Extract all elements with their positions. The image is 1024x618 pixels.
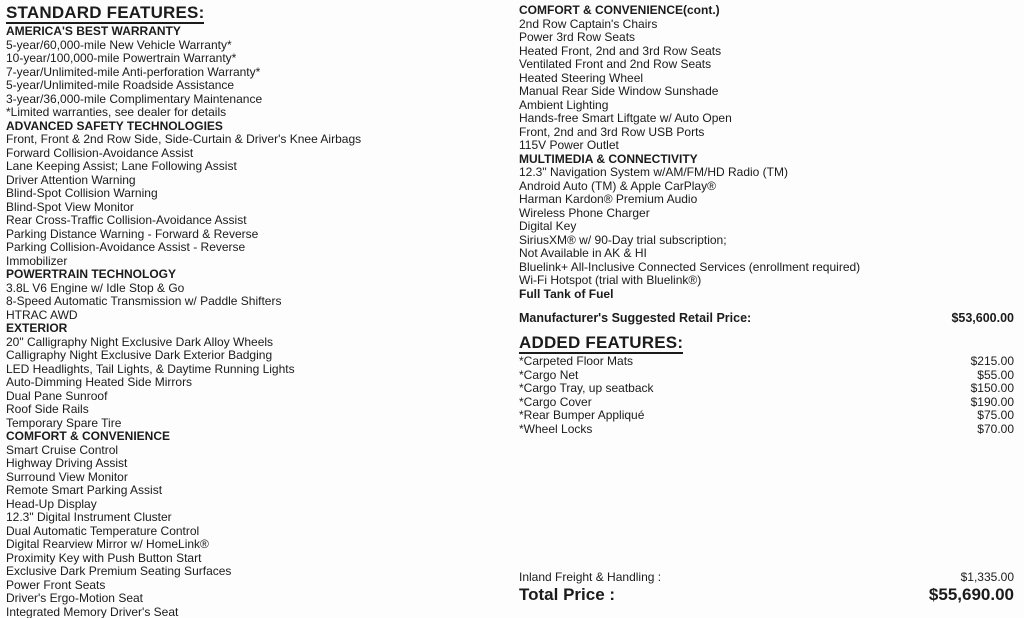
feature-item: Wi-Fi Hotspot (trial with Bluelink®) (519, 273, 702, 287)
feature-item: 10-year/100,000-mile Powertrain Warranty* (6, 51, 237, 65)
msrp-value: $53,600.00 (951, 311, 1014, 325)
feature-item: Immobilizer (6, 253, 68, 268)
feature-item: Front, Front & 2nd Row Side, Side-Curtain & Driver's Knee Airbags (6, 132, 362, 146)
feature-item: Forward Collision-Avoidance Assist (6, 145, 194, 160)
added-feature-price: $70.00 (977, 421, 1014, 436)
feature-item: Driver Attention Warning (6, 172, 136, 187)
feature-item: 5-year/Unlimited-mile Roadside Assistance (6, 78, 235, 92)
total-price-label: Total Price : (519, 585, 616, 604)
section-heading: POWERTRAIN TECHNOLOGY (6, 267, 176, 281)
feature-item: Harman Kardon® Premium Audio (519, 192, 698, 206)
feature-item: Temporary Spare Tire (6, 415, 122, 430)
standard-features-title: STANDARD FEATURES: (6, 3, 205, 22)
freight-value: $1,335.00 (960, 570, 1014, 584)
section-heading: EXTERIOR (6, 321, 68, 335)
feature-item: Wireless Phone Charger (519, 205, 650, 220)
feature-item: Android Auto (TM) & Apple CarPlay® (519, 178, 716, 193)
comfort-multimedia-list (519, 4, 1014, 301)
feature-item: Not Available in AK & HI (519, 246, 647, 260)
msrp-row (519, 311, 1014, 325)
added-feature-row (519, 355, 1014, 369)
feature-item: Dual Pane Sunroof (6, 388, 108, 403)
feature-item: Remote Smart Parking Assist (6, 483, 163, 497)
feature-item: Auto-Dimming Heated Side Mirrors (6, 375, 193, 389)
feature-item: Heated Front, 2nd and 3rd Row Seats (519, 43, 722, 58)
feature-item: Digital Rearview Mirror w/ HomeLink® (6, 537, 209, 551)
pricing-column (519, 4, 1014, 614)
feature-item: Head-Up Display (6, 496, 97, 511)
feature-item: 8-Speed Automatic Transmission w/ Paddle Shifters (6, 294, 282, 308)
feature-item: 3-year/36,000-mile Complimentary Maintenance (6, 91, 263, 106)
feature-item: 12.3" Digital Instrument Cluster (6, 510, 172, 524)
standard-features-list (6, 25, 511, 618)
feature-item: Manual Rear Side Window Sunshade (519, 84, 719, 98)
added-features-block (519, 334, 1014, 436)
feature-item: Blind-Spot Collision Warning (6, 186, 158, 200)
added-feature-price: $75.00 (977, 408, 1014, 422)
added-feature-row (519, 369, 1014, 383)
freight-label: Inland Freight & Handling : (519, 570, 662, 584)
feature-item: Exclusive Dark Premium Seating Surfaces (6, 564, 232, 578)
section-heading: ADVANCED SAFETY TECHNOLOGIES (6, 118, 223, 133)
feature-item: SiriusXM® w/ 90-Day trial subscription; (519, 232, 727, 247)
added-feature-price: $55.00 (977, 367, 1014, 382)
feature-item: 20" Calligraphy Night Exclusive Dark Alloy Wheels (6, 334, 274, 349)
feature-item: Calligraphy Night Exclusive Dark Exterior Badging (6, 348, 273, 362)
section-heading: COMFORT & CONVENIENCE(cont.) (519, 3, 720, 17)
feature-item: Front, 2nd and 3rd Row USB Ports (519, 124, 705, 139)
feature-item: Lane Keeping Assist; Lane Following Assist (6, 159, 237, 173)
feature-item: Parking Distance Warning - Forward & Reverse (6, 226, 259, 241)
added-feature-row (519, 409, 1014, 423)
feature-item: 5-year/60,000-mile New Vehicle Warranty* (6, 37, 232, 52)
feature-item: Bluelink+ All-Inclusive Connected Services (enrollment required) (519, 259, 861, 274)
added-feature-label: *Cargo Tray, up seatback (519, 381, 654, 395)
added-feature-price: $190.00 (970, 394, 1014, 409)
added-feature-label: *Cargo Cover (519, 394, 592, 409)
feature-item: 12.3" Navigation System w/AM/FM/HD Radio (TM) (519, 165, 788, 179)
feature-item: Highway Driving Assist (6, 456, 128, 470)
standard-features-column (6, 4, 511, 618)
feature-item: 7-year/Unlimited-mile Anti-perforation Warranty* (6, 64, 261, 79)
feature-item: Rear Cross-Traffic Collision-Avoidance Assist (6, 213, 247, 227)
feature-item: Integrated Memory Driver's Seat (6, 604, 179, 618)
added-feature-label: *Cargo Net (519, 367, 579, 382)
added-feature-label: *Carpeted Floor Mats (519, 354, 634, 368)
total-price-row (519, 585, 1014, 605)
feature-item: Surround View Monitor (6, 469, 128, 484)
feature-item: Ambient Lighting (519, 97, 609, 112)
section-heading: Full Tank of Fuel (519, 286, 614, 301)
feature-item: 2nd Row Captain's Chairs (519, 16, 658, 31)
totals-block (519, 570, 1014, 605)
added-feature-row (519, 382, 1014, 396)
added-feature-label: *Wheel Locks (519, 421, 593, 436)
feature-item: Hands-free Smart Liftgate w/ Auto Open (519, 111, 732, 125)
added-feature-label: *Rear Bumper Appliqué (519, 408, 645, 422)
added-feature-row (519, 423, 1014, 437)
section-heading: AMERICA'S BEST WARRANTY (6, 24, 181, 38)
feature-item: 3.8L V6 Engine w/ Idle Stop & Go (6, 280, 185, 295)
feature-item: Blind-Spot View Monitor (6, 199, 134, 214)
feature-item: Ventilated Front and 2nd Row Seats (519, 57, 712, 71)
added-feature-price: $215.00 (970, 354, 1014, 368)
feature-item: Roof Side Rails (6, 402, 89, 416)
feature-item: 115V Power Outlet (519, 138, 619, 152)
feature-item: Proximity Key with Push Button Start (6, 550, 202, 565)
section-heading: MULTIMEDIA & CONNECTIVITY (519, 151, 698, 166)
feature-item: Power 3rd Row Seats (519, 30, 636, 44)
feature-item: Driver's Ergo-Motion Seat (6, 591, 144, 605)
feature-item: *Limited warranties, see dealer for details (6, 105, 227, 119)
feature-item: Digital Key (519, 219, 577, 233)
added-features-title: ADDED FEATURES: (519, 333, 684, 352)
added-feature-row (519, 396, 1014, 410)
freight-row (519, 570, 1014, 584)
section-heading: COMFORT & CONVENIENCE (6, 429, 171, 443)
added-features-list (519, 355, 1014, 436)
feature-item: Power Front Seats (6, 577, 106, 592)
feature-item: Parking Collision-Avoidance Assist - Reverse (6, 240, 246, 254)
feature-item: LED Headlights, Tail Lights, & Daytime Running Lights (6, 361, 295, 376)
msrp-label: Manufacturer's Suggested Retail Price: (519, 311, 752, 325)
feature-item: Dual Automatic Temperature Control (6, 523, 200, 538)
feature-item: HTRAC AWD (6, 307, 78, 322)
feature-item: Heated Steering Wheel (519, 70, 644, 85)
feature-item: Smart Cruise Control (6, 442, 119, 457)
added-feature-price: $150.00 (970, 381, 1014, 395)
total-price-value: $55,690.00 (928, 585, 1014, 604)
